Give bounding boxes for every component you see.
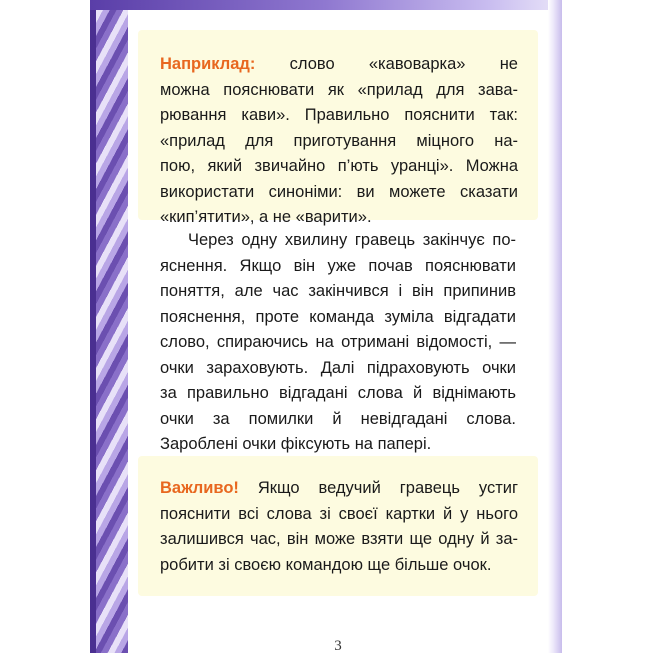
- example-line-7: «кип’ятити», а не «варити».: [160, 208, 372, 226]
- right-decorative-border: [548, 0, 562, 653]
- paragraph-line-1: Через одну хвилину гравець закінчує по-: [188, 231, 516, 249]
- important-text: [160, 476, 518, 578]
- paragraph-line-6: очки зараховують. Далі підраховують очки: [160, 358, 516, 377]
- paragraph-line-8: очки за помилки й невідгадані слова.: [160, 409, 516, 428]
- important-line-2: пояснити всі слова зі своєї картки й у нього: [160, 504, 518, 523]
- example-line-6: використати синоніми: ви можете сказати: [160, 182, 518, 201]
- paragraph-line-9: Зароблені очки фіксують на папері.: [160, 435, 432, 453]
- example-line-4: «прилад для приготування міцного на-: [160, 131, 518, 150]
- left-border-edge: [90, 0, 96, 653]
- top-decorative-border: [90, 0, 560, 10]
- paragraph-line-2: яснення. Якщо він уже почав пояснювати: [160, 256, 516, 275]
- page-number: 3: [334, 638, 342, 653]
- example-text: [160, 52, 518, 231]
- example-line-2: можна пояснювати як «прилад для зава-: [160, 80, 518, 99]
- page-content: [128, 10, 548, 653]
- paragraph-line-5: слово, спираючись на отримані відомості, —: [160, 333, 516, 351]
- important-line-1: Важливо! Якщо ведучий гравець устиг: [160, 479, 518, 497]
- important-label: Важливо!: [160, 479, 239, 497]
- example-box: [138, 30, 538, 226]
- paragraph-line-7: за правильно відгадані слова й віднімають: [160, 384, 516, 402]
- example-label: Наприклад:: [160, 55, 256, 73]
- important-line-3: залишився час, він може взяти ще одну й за-: [160, 530, 518, 548]
- example-line-5: пою, який звичайно п’ють уранці». Можна: [160, 157, 518, 175]
- main-paragraph: [160, 228, 516, 458]
- important-box: [138, 456, 538, 596]
- paragraph-line-4: пояснення, проте команда зуміла відгадати: [160, 307, 516, 326]
- paragraph-line-3: поняття, але час закінчився і він припинив: [160, 282, 516, 300]
- example-line-3: рювання кави». Правильно пояснити так:: [160, 106, 518, 124]
- important-line-4: робити зі своєю командою ще більше очок.: [160, 555, 492, 574]
- example-line-1: Наприклад: слово «кавоварка» не: [160, 55, 518, 73]
